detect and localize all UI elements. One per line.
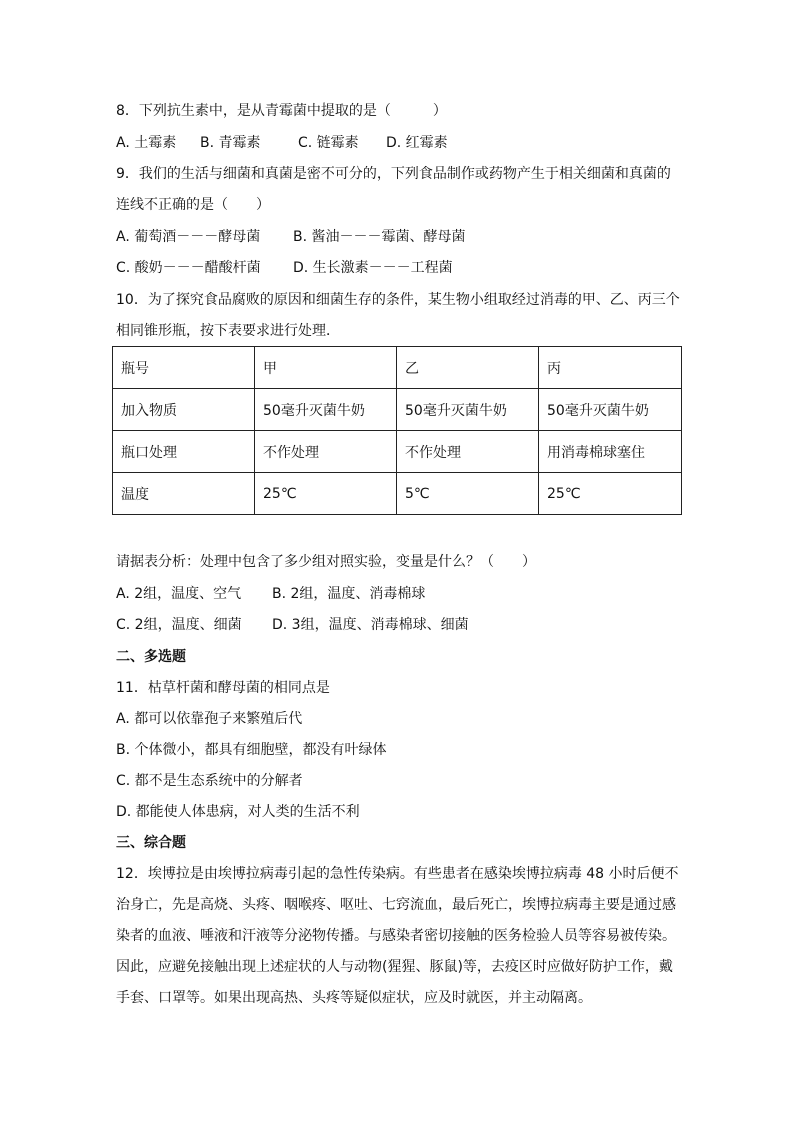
q8-option-c: C. 链霉素 — [298, 135, 359, 151]
q12-line-2: 治身亡，先是高烧、头疼、咽喉疼、呕吐、七窍流血，最后死亡，埃博拉病毒主要是通过感 — [116, 897, 676, 913]
table-row — [113, 389, 682, 431]
q9-option-a: A. 葡萄酒－－－酵母菌 — [116, 229, 261, 245]
q8-option-d: D. 红霉素 — [386, 135, 448, 151]
table-cell: 25℃ — [255, 473, 397, 515]
section-title-multiple-choice: 二、多选题 — [116, 649, 186, 665]
q10-options-row2 — [116, 615, 469, 635]
q10-stem-line1: 10．为了探究食品腐败的原因和细菌生存的条件，某生物小组取经过消毒的甲、乙、丙三个 — [116, 292, 680, 308]
table-cell: 乙 — [397, 347, 539, 389]
q9-stem-line2: 连线不正确的是（ ） — [116, 197, 270, 213]
table-cell: 25℃ — [539, 473, 682, 515]
q10-option-a: A. 2组，温度、空气 — [116, 586, 242, 602]
table-cell: 丙 — [539, 347, 682, 389]
section-title-comprehensive: 三、综合题 — [116, 835, 186, 851]
q12-line-5: 手套、口罩等。如果出现高热、头疼等疑似症状，应及时就医，并主动隔离。 — [116, 990, 592, 1006]
q8-stem: 8．下列抗生素中，是从青霉菌中提取的是（ ） — [116, 103, 447, 119]
q11-stem: 11．枯草杆菌和酵母菌的相同点是 — [116, 680, 330, 696]
table-cell: 瓶号 — [113, 347, 255, 389]
q12-line-3: 染者的血液、唾液和汗液等分泌物传播。与感染者密切接触的医务检验人员等容易被传染。 — [116, 928, 676, 944]
q10-question: 请据表分析：处理中包含了多少组对照实验，变量是什么？（ ） — [116, 554, 536, 570]
q10-option-c: C. 2组，温度、细菌 — [116, 617, 242, 633]
q8-option-b: B. 青霉素 — [200, 135, 261, 151]
table-row — [113, 431, 682, 473]
q9-option-d: D. 生长激素－－－工程菌 — [293, 260, 453, 276]
table-row — [113, 473, 682, 515]
table-cell: 甲 — [255, 347, 397, 389]
q11-option-c: C. 都不是生态系统中的分解者 — [116, 773, 303, 789]
table-cell: 50毫升灭菌牛奶 — [255, 389, 397, 431]
q10-stem-line2: 相同锥形瓶，按下表要求进行处理． — [116, 323, 340, 339]
table-cell: 用消毒棉球塞住 — [539, 431, 682, 473]
table-row — [113, 347, 682, 389]
table-cell: 5℃ — [397, 473, 539, 515]
q11-option-b: B. 个体微小，都具有细胞壁，都没有叶绿体 — [116, 742, 387, 758]
q12-line-4: 因此，应避免接触出现上述症状的人与动物(猩猩、豚鼠)等，去疫区时应做好防护工作，戴 — [116, 959, 673, 975]
q9-option-c: C. 酸奶－－－醋酸杆菌 — [116, 260, 261, 276]
table-cell: 不作处理 — [397, 431, 539, 473]
table-cell: 温度 — [113, 473, 255, 515]
q10-options-row1 — [116, 584, 425, 604]
experiment-table — [112, 346, 682, 515]
q8-option-a: A. 土霉素 — [116, 135, 177, 151]
table-cell: 瓶口处理 — [113, 431, 255, 473]
q10-option-d: D. 3组，温度、消毒棉球、细菌 — [272, 617, 469, 633]
q9-options-row1 — [116, 227, 466, 247]
q11-option-a: A. 都可以依靠孢子来繁殖后代 — [116, 711, 303, 727]
q11-option-d: D. 都能使人体患病，对人类的生活不利 — [116, 804, 360, 820]
q8-options — [116, 133, 448, 153]
q9-options-row2 — [116, 258, 453, 278]
q12-line-1: 12．埃博拉是由埃博拉病毒引起的急性传染病。有些患者在感染埃博拉病毒 48 小时后便不 — [116, 866, 679, 882]
q9-stem-line1: 9．我们的生活与细菌和真菌是密不可分的，下列食品制作或药物产生于相关细菌和真菌的 — [116, 166, 671, 182]
q10-option-b: B. 2组，温度、消毒棉球 — [272, 586, 426, 602]
table-cell: 50毫升灭菌牛奶 — [397, 389, 539, 431]
table-cell: 不作处理 — [255, 431, 397, 473]
table-cell: 加入物质 — [113, 389, 255, 431]
q9-option-b: B. 酱油－－－霉菌、酵母菌 — [293, 229, 466, 245]
table-cell: 50毫升灭菌牛奶 — [539, 389, 682, 431]
